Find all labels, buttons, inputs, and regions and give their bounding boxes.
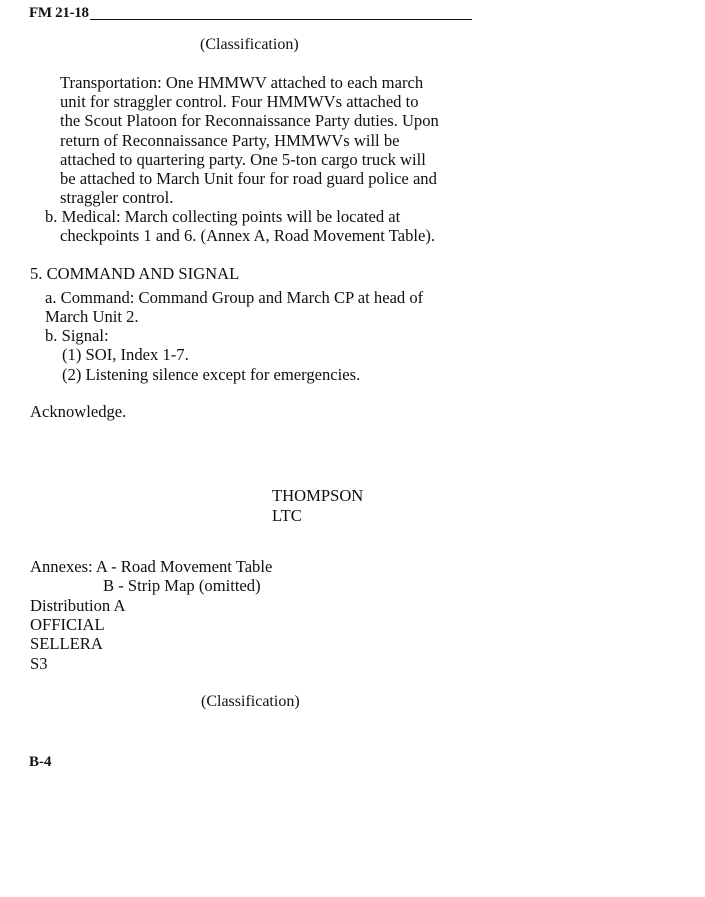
- classification-bottom: (Classification): [201, 693, 300, 710]
- page-number: B-4: [29, 754, 52, 770]
- medical-paragraph-line-1: b. Medical: March collecting points will be located at: [45, 207, 401, 226]
- signal-heading: b. Signal:: [45, 326, 109, 345]
- signal-item: (2) Listening silence except for emergencies.: [62, 365, 361, 384]
- distribution-line: Distribution A: [30, 596, 126, 615]
- text-line: return of Reconnaissance Party, HMMWVs will be: [60, 130, 400, 150]
- header-rule: [90, 19, 472, 20]
- manual-id: FM 21-18: [29, 5, 89, 21]
- signature-rank: LTC: [272, 506, 302, 525]
- signature-name: THOMPSON: [272, 486, 364, 505]
- command-line-2: March Unit 2.: [45, 307, 139, 326]
- classification-top: (Classification): [200, 36, 299, 53]
- text-line: be attached to March Unit four for road guard police and: [60, 169, 437, 189]
- official-label: OFFICIAL: [30, 615, 105, 634]
- official-name: SELLERA: [30, 634, 103, 653]
- signal-item: (1) SOI, Index 1-7.: [62, 345, 189, 364]
- text-line: Transportation: One HMMWV attached to each march: [60, 73, 424, 92]
- official-title: S3: [30, 654, 48, 673]
- text-line: attached to quartering party. One 5-ton cargo truck will: [60, 149, 426, 169]
- annexes-line-b: B - Strip Map (omitted): [103, 576, 261, 595]
- text-line: the Scout Platoon for Reconnaissance Party duties. Upon: [60, 111, 439, 131]
- text-line: straggler control.: [60, 188, 174, 208]
- section-heading: 5. COMMAND AND SIGNAL: [30, 264, 240, 283]
- medical-paragraph-line-2: checkpoints 1 and 6. (Annex A, Road Movement Table).: [60, 226, 436, 245]
- text-line: unit for straggler control. Four HMMWVs attached to: [60, 92, 419, 112]
- annexes-line: Annexes: A - Road Movement Table: [30, 557, 273, 576]
- transportation-paragraph: [60, 73, 439, 207]
- command-line-1: a. Command: Command Group and March CP at head of: [45, 288, 424, 307]
- acknowledge-text: Acknowledge.: [30, 402, 127, 421]
